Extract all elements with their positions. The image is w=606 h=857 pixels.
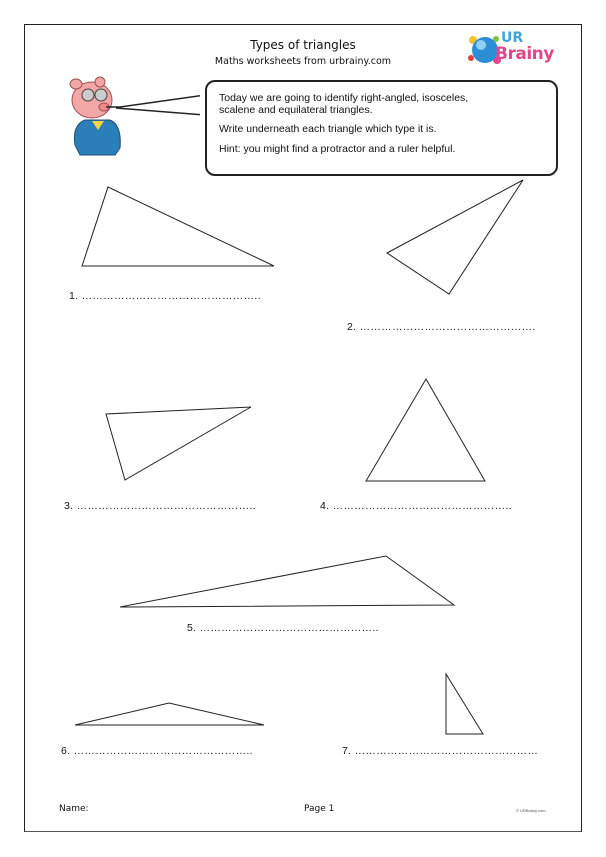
name-label: Name:: [59, 804, 89, 814]
logo-text-brainy: Brainy: [495, 44, 554, 64]
triangle-1: [82, 187, 274, 266]
answer-line-6[interactable]: 6. …………………………………………..: [61, 745, 253, 757]
triangle-5: [120, 556, 454, 607]
answer-line-1[interactable]: 1. …………………………………………..: [69, 290, 261, 302]
instruction-line-3: Write underneath each triangle which type it is.: [219, 123, 437, 135]
triangle-6: [75, 703, 264, 725]
triangle-2: [387, 180, 523, 294]
triangle-3: [106, 407, 251, 480]
instruction-line-4: Hint: you might find a protractor and a ruler helpful.: [219, 143, 456, 155]
page-subtitle: Maths worksheets from urbrainy.com: [214, 56, 392, 67]
triangle-4: [366, 379, 485, 481]
answer-line-2[interactable]: 2. ………………………………………….: [347, 321, 536, 333]
answer-line-5[interactable]: 5. …………………………………………..: [187, 622, 379, 634]
answer-line-3[interactable]: 3. …………………………………………..: [64, 500, 256, 512]
page-title: Types of triangles: [250, 38, 356, 52]
instruction-line-2: scalene and equilateral triangles.: [219, 104, 373, 116]
copyright-text: © URBrainy.com: [516, 808, 546, 813]
answer-line-4[interactable]: 4. …………………………………………..: [320, 500, 512, 512]
instruction-line-1: Today we are going to identify right-angled, isosceles,: [219, 92, 469, 104]
page-number: Page 1: [304, 804, 335, 814]
answer-line-7[interactable]: 7. ……………………………………………: [342, 745, 539, 757]
triangle-7: [446, 674, 483, 734]
logo-text-ur: UR: [501, 30, 524, 46]
